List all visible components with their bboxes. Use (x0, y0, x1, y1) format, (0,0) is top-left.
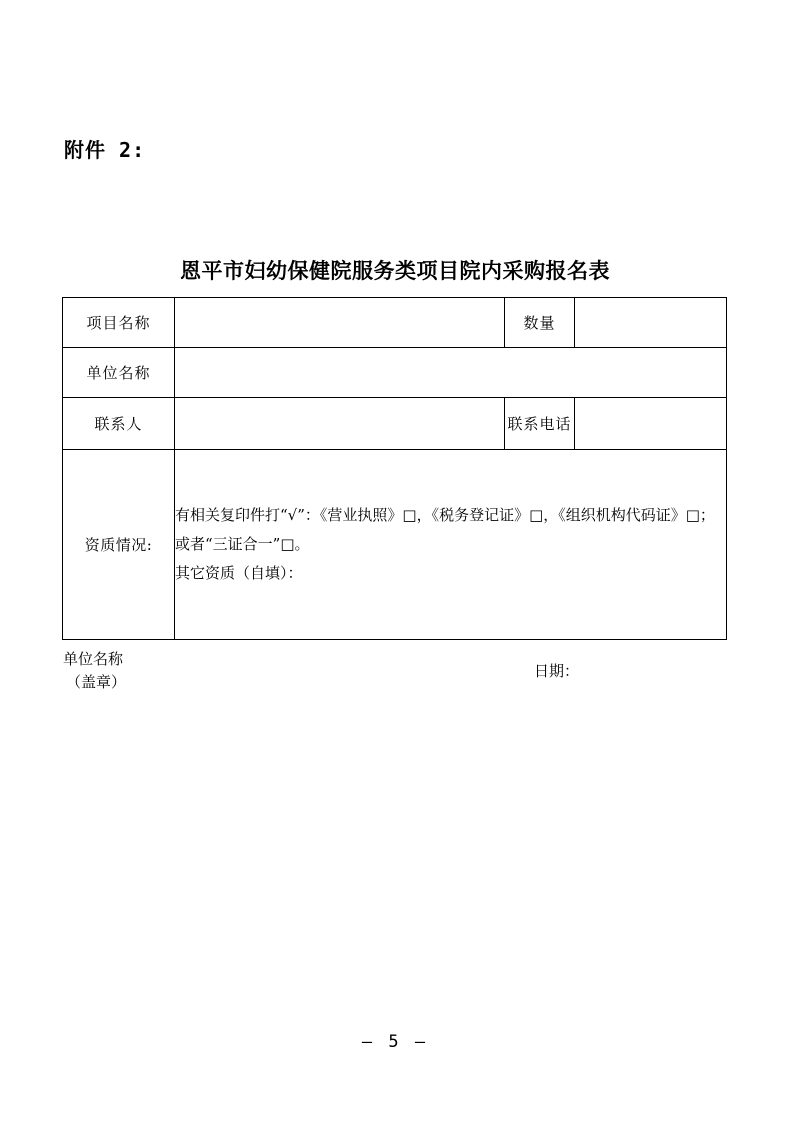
page-title: 恩平市妇幼保健院服务类项目院内采购报名表 (180, 258, 610, 283)
contact-person-value[interactable] (175, 398, 505, 450)
table-row (63, 298, 727, 348)
contact-phone-label: 联系电话 (505, 398, 575, 450)
footer-date-label: 日期： (534, 662, 580, 680)
qualification-line-2: 其它资质（自填）： (175, 564, 303, 583)
qualification-content[interactable] (175, 450, 727, 640)
project-name-label: 项目名称 (63, 298, 175, 348)
footer-unit-block (63, 648, 126, 695)
project-name-value[interactable] (175, 298, 505, 348)
registration-form-table (62, 297, 727, 640)
contact-phone-value[interactable] (575, 398, 727, 450)
contact-person-label: 联系人 (63, 398, 175, 450)
table-row (63, 398, 727, 450)
unit-name-label: 单位名称 (63, 348, 175, 398)
quantity-value[interactable] (575, 298, 727, 348)
table-row (63, 450, 727, 640)
unit-name-value[interactable] (175, 348, 727, 398)
qualification-label: 资质情况: (63, 450, 175, 640)
page-number: — 5 — (361, 1032, 429, 1052)
quantity-label: 数量 (505, 298, 575, 348)
footer-seal-note: （盖章） (66, 673, 127, 692)
qualification-line-1: 有相关复印件打“√”：《营业执照》□，《税务登记证》□，《组织机构代码证》□；或者“三证合一”□。 (175, 505, 715, 553)
footer-unit-name: 单位名称 (63, 650, 124, 668)
table-row (63, 348, 727, 398)
attachment-label: 附件 2: (64, 138, 146, 162)
